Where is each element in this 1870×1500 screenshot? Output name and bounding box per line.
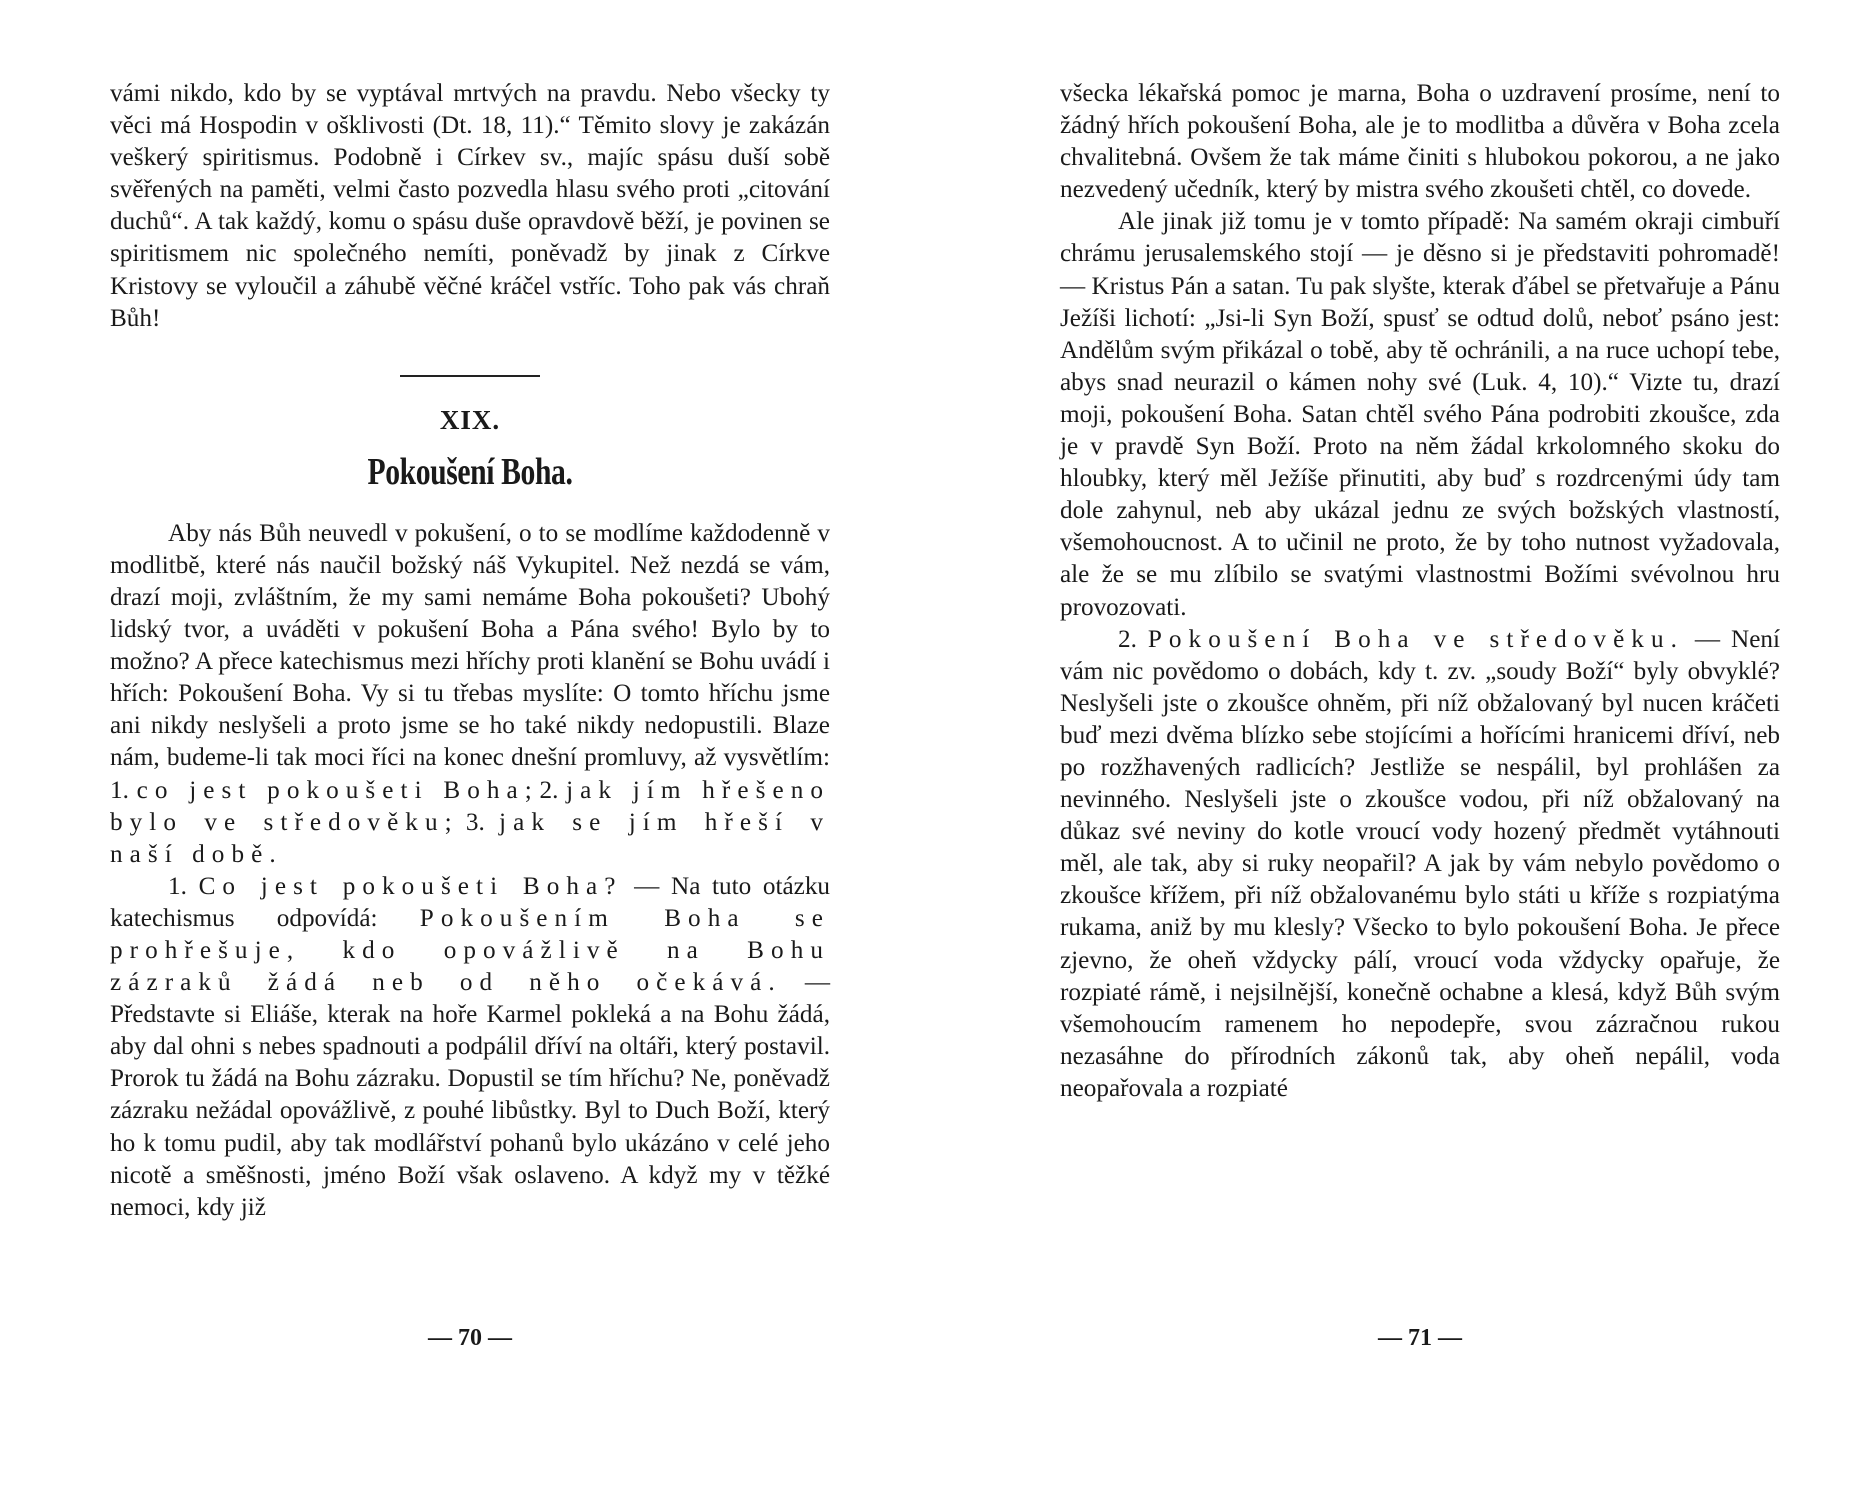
paragraph-text: — Představte si Eliáše, kterak na hoře Karmel pokleká a na Bohu žádá, aby dal ohni s nebes spadnouti a podpálil dříví na oltáři, který postavil. Prorok tu žádá na Bohu zázraku. Dopustil se tím hříchu? Ne, poněvadž zázraku nežádal opovážlivě, z pouhé libůstky. Byl to Duch Boží, který ho k tomu pudil, aby tak modlářství pohanů bylo ukázáno v celé jeho nicotě a směšnosti, jméno Boží však oslaveno. A když my v těžké nemoci, kdy již: [110, 969, 831, 1221]
paragraph-temptation-of-christ: Ale jinak již tomu je v tomto případě: Na samém okraji cimbuří chrámu jerusalemského stojí — je děsno si je představiti pohromadě! — Kristus Pán a satan. Tu pak slyšte, kterak ďábel se přetvařuje a Pánu Ježíši lichotí: „Jsi-li Syn Boží, spusť se odtud dolů, neboť psáno jest: Andělům svým přikázal o tobě, aby tě ochránili, a na ruce uchopí tebe, abys snad neurazil o kámen nohy své (Luk. 4, 10).“ Vizte tu, drazí moji, pokoušení Boha. Satan chtěl svého Pána podrobiti zkoušce, zda je v pravdě Syn Boží. Proto na něm žádal krkolomného skoku do hloubky, který měl Ježíše přinutiti, aby buď s rozdrcenými údy tam dole zahynul, neb aby ukázal jednu ze svých božských vlastností, všemohoucnost. A to učinil ne proto, že by toho nutnost vyžadovala, ale že se mu zlíbilo se svatými vlastnostmi Božími svévolnou hru provozovati.: [1060, 208, 1780, 621]
left-page: [110, 78, 830, 1224]
right-page: [1060, 78, 1780, 1105]
catechism-definition: Pokoušením Boha se prohřešuje, kdo opovážlivě na Bohu zázraků žádá neb od něho očekává.: [110, 904, 831, 997]
paragraph-text: — Na tuto otázku katechismus odpovídá:: [110, 872, 831, 932]
section-number: 1.: [168, 872, 187, 900]
section-divider: [400, 375, 540, 377]
outline-separator: ; 3.: [444, 808, 485, 836]
page-number-right: — 71 —: [1378, 1325, 1462, 1351]
outline-separator: ; 2.: [524, 776, 559, 804]
paragraph-text: Aby nás Bůh neuvedl v pokušení, o to se modlíme každodenně v modlitbě, které nás naučil božský náš Vykupitel. Než nezdá se vám, drazí moji, zvláštním, že my sami nemáme Boha pokoušeti? Ubohý lidský tvor, a uváděti v pokušení Boha a Pána svého! Bylo by to možno? A přece katechismus mezi hříchy proti klanění se Bohu uvádí i hřích: Pokoušení Boha. Vy si tu třebas myslíte: O tomto hříchu jsme ani nikdy neslyšeli a proto jsme se ho také nikdy nedopustili. Blaze nám, budeme-li tak moci říci na konec dnešní promluvy, až vysvětlím: 1.: [110, 519, 830, 804]
paragraph-intro: vámi nikdo, kdo by se vyptával mrtvých na pravdu. Nebo všecky ty věci má Hospodin v ošklivosti (Dt. 18, 11).“ Těmito slovy je zakázán veškerý spiritismus. Podobně i Církev sv., majíc spásu duší sobě svěřených na paměti, velmi často pozvedla hlasu svého proti „citování duchů“. A tak každý, komu o spásu duše opravdově běží, je povinen se spiritismem nic společného nemíti, poněvadž by jinak z Církve Kristovy se vyloučil a záhubě věčné kráčel vstříc. Toho pak vás chraň Bůh!: [110, 80, 830, 332]
paragraph-text: — Není vám nic povědomo o dobách, kdy t. zv. „soudy Boží“ byly obvyklé? Neslyšeli jste o zkoušce ohněm, při níž obžalovaný byl nucen kráčeti buď mezi dvěma blízko sebe stojícími a hořícími hranicemi dříví, neb po rozžhavených radlicích? Jestliže se nespálil, byl prohlášen za nevinného. Neslyšeli jste o zkoušce vodou, při níž obžalovaný na důkaz své neviny do kotle vroucí vody hozený předmět vytáhnouti měl, ale tak, aby si ruky neopařil? A jak by vám nebylo povědomo o zkoušce křížem, při níž obžalovanému bylo státi u kříže s rozpiatýma rukama, aniž by mu klesly? Všecko to bylo pokoušení Boha. Je přece zjevno, že oheň vždycky pálí, vroucí voda vždycky opařuje, že rozpiaté rámě, i nejsilnější, konečně ochabne a klesá, když Bůh svým všemohoucím ramenem ho nepodepře, svou zázračnou rukou nezasáhne do přírodních zákonů tak, aby oheň nepálil, voda neopařovala a rozpiaté: [1060, 625, 1780, 1102]
outline-point-2: jak jím hřešeno bylo ve středověku: [110, 776, 831, 836]
page-number-left: — 70 —: [428, 1325, 512, 1351]
chapter-number: XIX.: [439, 404, 501, 435]
paragraph-section-1: [110, 871, 830, 1224]
section-heading: Pokoušení Boha ve středověku.: [1147, 625, 1684, 653]
paragraph-continuation: všecka lékařská pomoc je marna, Boha o uzdravení prosíme, není to žádný hřích pokoušení Boha, ale je to modlitba a důvěra v Boha zcela chvalitebná. Ovšem že tak máme činiti s hlubokou pokorou, a ne jako nezvedený učedník, který by mistra svého zkoušeti chtěl, co dovede.: [1060, 80, 1780, 204]
outline-point-3: jak se jím hřeší v naší době: [110, 808, 830, 868]
chapter-title: Pokoušení Boha.: [367, 450, 573, 493]
section-heading: Co jest pokoušeti Boha?: [198, 872, 623, 900]
section-number: 2.: [1118, 625, 1137, 653]
paragraph-introduction: [110, 518, 830, 871]
outline-point-1: co jest pokoušeti Boha: [136, 776, 525, 804]
paragraph-text: .: [269, 840, 276, 868]
paragraph-section-2: [1060, 624, 1780, 1105]
